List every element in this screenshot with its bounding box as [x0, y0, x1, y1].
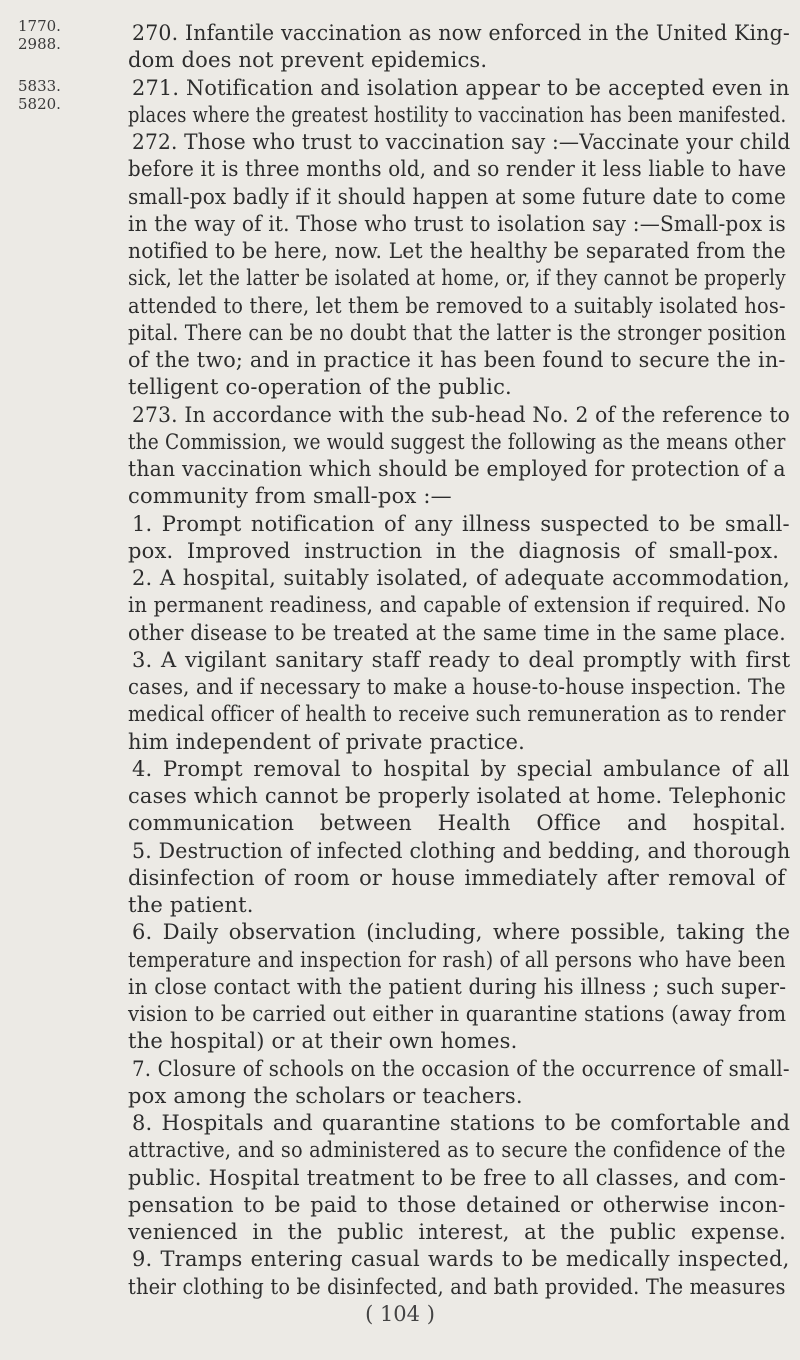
- text-line: 8. Hospitals and quarantine stations to be comfortable and: [132, 1111, 791, 1135]
- text-line: pox. Improved instruction in the diagnosis of small-pox.: [128, 538, 780, 563]
- text-line: medical officer of health to receive such remuneration as to render: [128, 702, 786, 727]
- text-line: 7. Closure of schools on the occasion of the occurrence of small-: [132, 1056, 790, 1081]
- text-line: in permanent readiness, and capable of extension if required. No: [128, 593, 787, 618]
- text-line: the patient.: [128, 893, 254, 917]
- text-line: pital. There can be no doubt that the latter is the stronger position: [128, 320, 787, 345]
- margin-ref: 2988.: [18, 35, 61, 53]
- text-line: 2. A hospital, suitably isolated, of adequate accommodation,: [132, 566, 791, 590]
- text-line: 271. Notification and isolation appear to be accepted even in: [132, 75, 790, 100]
- text-line: cases, and if necessary to make a house-to-house inspection. The: [128, 675, 786, 699]
- text-line: sick, let the latter be isolated at home, or, if they cannot be properly: [128, 266, 786, 291]
- text-line: the Commission, we would suggest the following as the means other: [128, 429, 786, 454]
- text-line: small-pox badly if it should happen at some future date to come: [128, 184, 786, 209]
- text-line: attended to there, let them be removed to a suitably isolated hos-: [128, 293, 786, 318]
- text-line: in close contact with the patient during his illness ; such super-: [128, 974, 787, 999]
- text-line: pox among the scholars or teachers.: [128, 1083, 523, 1108]
- text-line: before it is three months old, and so render it less liable to have: [128, 157, 787, 182]
- text-line: than vaccination which should be employed for protection of a: [128, 457, 786, 481]
- text-line: pensation to be paid to those detained or otherwise incon-: [128, 1192, 786, 1217]
- text-line: vision to be carried out either in quarantine stations (away from: [128, 1002, 787, 1026]
- text-line: dom does not prevent epidemics.: [128, 48, 488, 73]
- text-line: 1. Prompt notification of any illness suspected to be small-: [132, 511, 790, 536]
- text-line: communication between Health Office and hospital.: [128, 811, 786, 836]
- text-line: attractive, and so administered as to secure the confidence of the: [128, 1138, 786, 1163]
- text-line: 9. Tramps entering casual wards to be medically inspected,: [132, 1247, 790, 1272]
- text-line: him independent of private practice.: [128, 729, 526, 754]
- text-line: of the two; and in practice it has been found to secure the in-: [128, 348, 786, 372]
- text-line: 270. Infantile vaccination as now enforced in the United King-: [132, 21, 791, 45]
- margin-ref: 1770.: [18, 17, 61, 35]
- text-line: notified to be here, now. Let the healthy be separated from the: [128, 239, 786, 263]
- text-line: cases which cannot be properly isolated at home. Telephonic: [128, 784, 787, 808]
- text-line: 6. Daily observation (including, where possible, taking the: [132, 920, 791, 945]
- text-line: venienced in the public interest, at the public expense.: [128, 1220, 786, 1244]
- text-line: their clothing to be disinfected, and bath provided. The measures: [128, 1274, 786, 1299]
- text-line: other disease to be treated at the same time in the same place.: [128, 620, 786, 645]
- margin-ref: 5833.: [18, 77, 61, 95]
- text-line: disinfection of room or house immediately after removal of: [128, 865, 786, 890]
- text-line: 272. Those who trust to vaccination say :—Vaccinate your child: [132, 130, 791, 154]
- margin-ref: 5820.: [18, 95, 61, 113]
- text-line: places where the greatest hostility to vaccination has been manifested.: [128, 102, 787, 127]
- text-line: 3. A vigilant sanitary staff ready to deal promptly with first: [132, 647, 791, 672]
- text-line: telligent co-operation of the public.: [128, 375, 512, 400]
- text-line: in the way of it. Those who trust to isolation say :—Small-pox is: [128, 211, 786, 236]
- page-number: ( 104 ): [365, 1302, 435, 1326]
- text-line: the hospital) or at their own homes.: [128, 1029, 518, 1054]
- text-line: 4. Prompt removal to hospital by special ambulance of all: [132, 756, 790, 781]
- text-line: public. Hospital treatment to be free to all classes, and com-: [128, 1165, 787, 1190]
- text-line: community from small-pox :—: [128, 484, 452, 509]
- text-line: 5. Destruction of infected clothing and bedding, and thorough: [132, 838, 791, 863]
- text-line: temperature and inspection for rash) of all persons who have been: [128, 947, 786, 972]
- text-line: 273. In accordance with the sub-head No. 2 of the reference to: [132, 402, 791, 427]
